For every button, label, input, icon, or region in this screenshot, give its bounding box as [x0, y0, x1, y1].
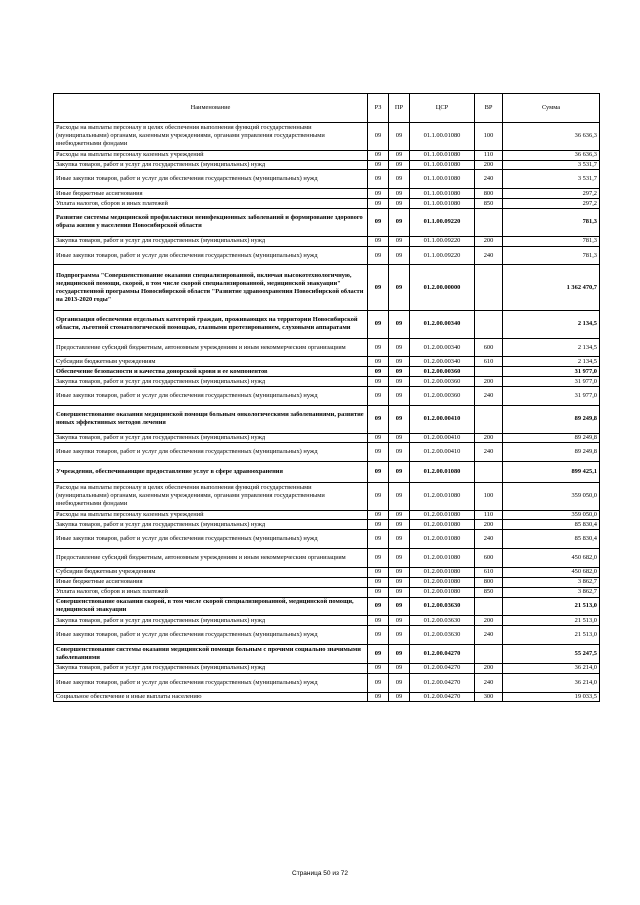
row-csr: 01.2.00.00410 — [410, 405, 475, 433]
row-rz: 09 — [368, 170, 389, 189]
row-vr — [475, 310, 503, 338]
table-row — [54, 150, 600, 160]
row-sum: 781,3 — [503, 236, 600, 246]
row-pr: 09 — [389, 567, 410, 577]
row-vr: 240 — [475, 387, 503, 406]
row-pr: 09 — [389, 577, 410, 587]
table-row — [54, 338, 600, 357]
row-csr: 01.2.00.00340 — [410, 338, 475, 357]
page-footer: Страница 50 из 72 — [292, 870, 348, 877]
row-rz: 09 — [368, 246, 389, 265]
row-sum: 450 682,0 — [503, 549, 600, 568]
table-row — [54, 530, 600, 549]
row-csr: 01.2.00.01080 — [410, 462, 475, 483]
row-pr: 09 — [389, 199, 410, 209]
row-rz: 09 — [368, 265, 389, 311]
row-vr: 100 — [475, 123, 503, 151]
row-csr: 01.2.00.01080 — [410, 587, 475, 597]
row-vr: 110 — [475, 150, 503, 160]
row-name: Закупка товаров, работ и услуг для государственных (муниципальных) нужд — [54, 616, 368, 626]
row-csr: 01.2.00.03630 — [410, 597, 475, 616]
row-pr: 09 — [389, 587, 410, 597]
table-row — [54, 520, 600, 530]
row-name: Уплата налогов, сборов и иных платежей — [54, 199, 368, 209]
row-csr: 01.2.00.01080 — [410, 510, 475, 520]
row-vr — [475, 405, 503, 433]
row-rz: 09 — [368, 236, 389, 246]
header-name: Наименование — [54, 94, 368, 123]
row-sum: 2 134,5 — [503, 310, 600, 338]
row-name: Совершенствование системы оказания медицинской помощи больным с прочими социально значимыми заболеваниями — [54, 645, 368, 664]
row-name: Совершенствование оказания скорой, в том числе скорой специализированной, медицинской помощи, медицинской эвакуации — [54, 597, 368, 616]
row-pr: 09 — [389, 123, 410, 151]
row-csr: 01.2.00.00340 — [410, 310, 475, 338]
row-name: Иные бюджетные ассигнования — [54, 577, 368, 587]
row-csr: 01.2.00.00410 — [410, 443, 475, 462]
row-csr: 01.2.00.00000 — [410, 265, 475, 311]
row-csr: 01.2.00.01080 — [410, 577, 475, 587]
header-pr: ПР — [389, 94, 410, 123]
row-pr: 09 — [389, 387, 410, 406]
row-vr: 200 — [475, 663, 503, 673]
row-sum: 297,2 — [503, 189, 600, 199]
row-csr: 01.1.00.09220 — [410, 246, 475, 265]
row-rz: 09 — [368, 482, 389, 510]
header-sum: Сумма — [503, 94, 600, 123]
header-csr: ЦСР — [410, 94, 475, 123]
row-sum: 2 134,5 — [503, 357, 600, 367]
row-rz: 09 — [368, 692, 389, 702]
row-csr: 01.2.00.04270 — [410, 692, 475, 702]
row-pr: 09 — [389, 209, 410, 237]
table-row — [54, 265, 600, 311]
row-vr: 200 — [475, 160, 503, 170]
row-sum: 31 977,0 — [503, 377, 600, 387]
row-rz: 09 — [368, 663, 389, 673]
row-vr — [475, 645, 503, 664]
row-pr: 09 — [389, 246, 410, 265]
row-csr: 01.2.00.00410 — [410, 433, 475, 443]
row-rz: 09 — [368, 367, 389, 377]
row-rz: 09 — [368, 567, 389, 577]
row-csr: 01.2.00.04270 — [410, 663, 475, 673]
row-rz: 09 — [368, 433, 389, 443]
row-pr: 09 — [389, 310, 410, 338]
row-name: Расходы на выплаты персоналу в целях обеспечения выполнения функций государственными (муниципальными) органами, казенными учреждениями, органами управления государственными внебюджетными фондами — [54, 482, 368, 510]
header-rz: РЗ — [368, 94, 389, 123]
row-pr: 09 — [389, 530, 410, 549]
row-pr: 09 — [389, 377, 410, 387]
row-name: Уплата налогов, сборов и иных платежей — [54, 587, 368, 597]
row-rz: 09 — [368, 577, 389, 587]
row-pr: 09 — [389, 597, 410, 616]
row-sum: 899 425,1 — [503, 462, 600, 483]
row-sum: 781,3 — [503, 209, 600, 237]
row-name: Закупка товаров, работ и услуг для государственных (муниципальных) нужд — [54, 236, 368, 246]
row-name: Предоставление субсидий бюджетным, автономным учреждениям и иным некоммерческим организациям — [54, 549, 368, 568]
row-rz: 09 — [368, 616, 389, 626]
row-sum: 36 636,3 — [503, 150, 600, 160]
table-row — [54, 357, 600, 367]
row-rz: 09 — [368, 510, 389, 520]
row-sum: 31 977,0 — [503, 367, 600, 377]
row-name: Иные закупки товаров, работ и услуг для обеспечения государственных (муниципальных) нужд — [54, 530, 368, 549]
row-rz: 09 — [368, 150, 389, 160]
row-csr: 01.1.00.01080 — [410, 123, 475, 151]
row-csr: 01.2.00.01080 — [410, 549, 475, 568]
row-sum: 359 050,0 — [503, 482, 600, 510]
table-row — [54, 170, 600, 189]
row-vr: 200 — [475, 236, 503, 246]
row-name: Организация обеспечения отдельных категорий граждан, проживающих на территории Новосибирской области, льготной стоматологической помощью, глазными протезированием, слуховыми аппаратами — [54, 310, 368, 338]
row-name: Подпрограмма "Совершенствование оказания специализированной, включая высокотехнологичную, медицинской помощи, скорой, в том числе скорой специализированной, медицинской эвакуации" государственной программы Новосибирской области "Развитие здравоохранения Новосибирской области на 2013-2020 годы" — [54, 265, 368, 311]
row-name: Расходы на выплаты персоналу казенных учреждений — [54, 510, 368, 520]
row-sum: 21 513,0 — [503, 626, 600, 645]
row-vr: 610 — [475, 567, 503, 577]
row-sum: 21 513,0 — [503, 616, 600, 626]
row-name: Закупка товаров, работ и услуг для государственных (муниципальных) нужд — [54, 160, 368, 170]
row-vr: 200 — [475, 616, 503, 626]
table-row — [54, 626, 600, 645]
row-name: Совершенствование оказания медицинской помощи больным онкологическими заболеваниями, развитие новых эффективных методов лечения — [54, 405, 368, 433]
row-pr: 09 — [389, 462, 410, 483]
table-row — [54, 482, 600, 510]
table-row — [54, 246, 600, 265]
row-csr: 01.2.00.01080 — [410, 482, 475, 510]
row-sum: 89 249,8 — [503, 433, 600, 443]
row-sum: 3 862,7 — [503, 587, 600, 597]
row-pr: 09 — [389, 673, 410, 692]
row-pr: 09 — [389, 265, 410, 311]
row-sum: 85 830,4 — [503, 530, 600, 549]
row-name: Обеспечение безопасности и качества донорской крови и ее компонентов — [54, 367, 368, 377]
row-pr: 09 — [389, 338, 410, 357]
row-sum: 89 249,8 — [503, 405, 600, 433]
row-pr: 09 — [389, 616, 410, 626]
row-vr: 800 — [475, 189, 503, 199]
row-csr: 01.1.00.09220 — [410, 236, 475, 246]
row-vr — [475, 367, 503, 377]
row-rz: 09 — [368, 387, 389, 406]
row-name: Закупка товаров, работ и услуг для государственных (муниципальных) нужд — [54, 663, 368, 673]
table-row — [54, 692, 600, 702]
row-rz: 09 — [368, 520, 389, 530]
row-pr: 09 — [389, 367, 410, 377]
table-row — [54, 405, 600, 433]
row-pr: 09 — [389, 443, 410, 462]
row-sum: 55 247,5 — [503, 645, 600, 664]
row-pr: 09 — [389, 663, 410, 673]
table-row — [54, 443, 600, 462]
row-name: Расходы на выплаты персоналу казенных учреждений — [54, 150, 368, 160]
row-vr: 300 — [475, 692, 503, 702]
row-vr — [475, 462, 503, 483]
row-name: Иные закупки товаров, работ и услуг для обеспечения государственных (муниципальных) нужд — [54, 443, 368, 462]
row-name: Иные закупки товаров, работ и услуг для обеспечения государственных (муниципальных) нужд — [54, 170, 368, 189]
row-rz: 09 — [368, 645, 389, 664]
row-rz: 09 — [368, 377, 389, 387]
row-rz: 09 — [368, 209, 389, 237]
table-row — [54, 616, 600, 626]
row-sum: 36 214,0 — [503, 663, 600, 673]
row-csr: 01.2.00.00340 — [410, 357, 475, 367]
row-pr: 09 — [389, 160, 410, 170]
row-vr — [475, 597, 503, 616]
row-csr: 01.1.00.01080 — [410, 170, 475, 189]
row-csr: 01.1.00.01080 — [410, 199, 475, 209]
row-rz: 09 — [368, 462, 389, 483]
row-name: Субсидии бюджетным учреждениям — [54, 567, 368, 577]
row-name: Социальное обеспечение и иные выплаты населению — [54, 692, 368, 702]
table-row — [54, 377, 600, 387]
row-sum: 19 033,5 — [503, 692, 600, 702]
table-header-row — [54, 94, 600, 123]
row-rz: 09 — [368, 189, 389, 199]
table-row — [54, 367, 600, 377]
row-sum: 2 134,5 — [503, 338, 600, 357]
row-name: Иные закупки товаров, работ и услуг для обеспечения государственных (муниципальных) нужд — [54, 387, 368, 406]
row-name: Учреждения, обеспечивающие предоставление услуг в сфере здравоохранения — [54, 462, 368, 483]
row-name: Закупка товаров, работ и услуг для государственных (муниципальных) нужд — [54, 377, 368, 387]
row-vr: 240 — [475, 246, 503, 265]
row-sum: 3 862,7 — [503, 577, 600, 587]
table-row — [54, 387, 600, 406]
row-vr: 200 — [475, 520, 503, 530]
row-rz: 09 — [368, 160, 389, 170]
row-csr: 01.1.00.01080 — [410, 189, 475, 199]
table-row — [54, 567, 600, 577]
row-rz: 09 — [368, 530, 389, 549]
budget-table — [53, 93, 600, 702]
header-vr: ВР — [475, 94, 503, 123]
row-vr: 600 — [475, 338, 503, 357]
row-csr: 01.1.00.09220 — [410, 209, 475, 237]
row-csr: 01.2.00.04270 — [410, 673, 475, 692]
row-sum: 85 830,4 — [503, 520, 600, 530]
row-sum: 1 362 470,7 — [503, 265, 600, 311]
row-rz: 09 — [368, 310, 389, 338]
table-row — [54, 236, 600, 246]
row-vr: 240 — [475, 673, 503, 692]
row-vr — [475, 209, 503, 237]
row-csr: 01.2.00.03630 — [410, 616, 475, 626]
row-sum: 21 513,0 — [503, 597, 600, 616]
row-rz: 09 — [368, 199, 389, 209]
row-pr: 09 — [389, 170, 410, 189]
row-vr: 200 — [475, 377, 503, 387]
row-sum: 359 050,0 — [503, 510, 600, 520]
table-row — [54, 462, 600, 483]
row-sum: 36 214,0 — [503, 673, 600, 692]
row-vr: 600 — [475, 549, 503, 568]
table-row — [54, 199, 600, 209]
table-body — [54, 123, 600, 702]
row-csr: 01.2.00.03630 — [410, 626, 475, 645]
table-row — [54, 549, 600, 568]
row-sum: 3 531,7 — [503, 170, 600, 189]
row-pr: 09 — [389, 405, 410, 433]
row-sum: 297,2 — [503, 199, 600, 209]
row-pr: 09 — [389, 510, 410, 520]
row-pr: 09 — [389, 549, 410, 568]
row-rz: 09 — [368, 673, 389, 692]
row-vr: 610 — [475, 357, 503, 367]
row-pr: 09 — [389, 433, 410, 443]
row-sum: 36 636,3 — [503, 123, 600, 151]
row-rz: 09 — [368, 338, 389, 357]
row-vr: 240 — [475, 626, 503, 645]
row-sum: 781,3 — [503, 246, 600, 265]
table-row — [54, 577, 600, 587]
row-vr: 240 — [475, 443, 503, 462]
row-csr: 01.2.00.00360 — [410, 367, 475, 377]
row-name: Предоставление субсидий бюджетным, автономным учреждениям и иным некоммерческим организациям — [54, 338, 368, 357]
row-rz: 09 — [368, 123, 389, 151]
row-csr: 01.1.00.01080 — [410, 150, 475, 160]
row-name: Закупка товаров, работ и услуг для государственных (муниципальных) нужд — [54, 433, 368, 443]
row-csr: 01.2.00.01080 — [410, 567, 475, 577]
row-vr: 850 — [475, 587, 503, 597]
row-csr: 01.2.00.01080 — [410, 530, 475, 549]
table-row — [54, 123, 600, 151]
row-pr: 09 — [389, 645, 410, 664]
table-row — [54, 310, 600, 338]
row-sum: 450 682,0 — [503, 567, 600, 577]
row-vr: 110 — [475, 510, 503, 520]
table-row — [54, 189, 600, 199]
row-csr: 01.2.00.04270 — [410, 645, 475, 664]
row-sum: 89 249,8 — [503, 443, 600, 462]
row-name: Закупка товаров, работ и услуг для государственных (муниципальных) нужд — [54, 520, 368, 530]
table-row — [54, 645, 600, 664]
row-csr: 01.2.00.01080 — [410, 520, 475, 530]
row-name: Расходы на выплаты персоналу в целях обеспечения выполнения функций государственными (муниципальными) органами, казенными учреждениями, органами управления государственными внебюджетными фондами — [54, 123, 368, 151]
row-vr: 800 — [475, 577, 503, 587]
row-csr: 01.2.00.00360 — [410, 377, 475, 387]
row-name: Иные бюджетные ассигнования — [54, 189, 368, 199]
row-vr: 100 — [475, 482, 503, 510]
row-pr: 09 — [389, 482, 410, 510]
row-name: Иные закупки товаров, работ и услуг для обеспечения государственных (муниципальных) нужд — [54, 626, 368, 645]
row-sum: 31 977,0 — [503, 387, 600, 406]
row-rz: 09 — [368, 549, 389, 568]
row-rz: 09 — [368, 626, 389, 645]
row-vr: 240 — [475, 530, 503, 549]
row-name: Иные закупки товаров, работ и услуг для обеспечения государственных (муниципальных) нужд — [54, 246, 368, 265]
row-rz: 09 — [368, 357, 389, 367]
row-vr — [475, 265, 503, 311]
table-row — [54, 160, 600, 170]
row-vr: 240 — [475, 170, 503, 189]
table-row — [54, 209, 600, 237]
row-sum: 3 531,7 — [503, 160, 600, 170]
table-row — [54, 433, 600, 443]
row-rz: 09 — [368, 587, 389, 597]
row-pr: 09 — [389, 150, 410, 160]
table-row — [54, 510, 600, 520]
row-name: Развитие системы медицинской профилактики неинфекционных заболеваний и формирование здорового образа жизни у населения Новосибирской области — [54, 209, 368, 237]
row-pr: 09 — [389, 357, 410, 367]
row-pr: 09 — [389, 520, 410, 530]
table-row — [54, 587, 600, 597]
row-rz: 09 — [368, 405, 389, 433]
table-row — [54, 673, 600, 692]
row-pr: 09 — [389, 692, 410, 702]
row-csr: 01.2.00.00360 — [410, 387, 475, 406]
row-pr: 09 — [389, 189, 410, 199]
row-csr: 01.1.00.01080 — [410, 160, 475, 170]
table-row — [54, 597, 600, 616]
row-vr: 200 — [475, 433, 503, 443]
row-vr: 850 — [475, 199, 503, 209]
row-name: Субсидии бюджетным учреждениям — [54, 357, 368, 367]
row-rz: 09 — [368, 443, 389, 462]
row-rz: 09 — [368, 597, 389, 616]
row-pr: 09 — [389, 236, 410, 246]
table-row — [54, 663, 600, 673]
row-name: Иные закупки товаров, работ и услуг для обеспечения государственных (муниципальных) нужд — [54, 673, 368, 692]
row-pr: 09 — [389, 626, 410, 645]
